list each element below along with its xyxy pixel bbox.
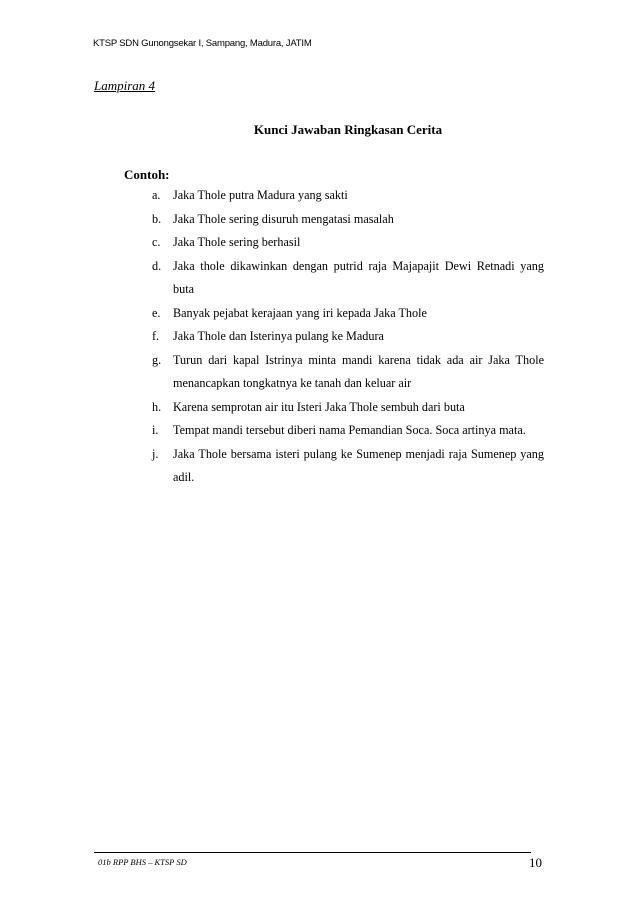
list-item-text: Jaka Thole putra Madura yang sakti — [173, 188, 348, 202]
list-item-text: Jaka Thole bersama isteri pulang ke Sumenep menjadi raja Sumenep yang adil. — [173, 446, 544, 484]
list-item-letter: a. — [152, 188, 161, 202]
page-footer: 01b RPP BHS – KTSP SD — [98, 857, 187, 867]
list-item — [152, 302, 544, 326]
list-item — [152, 349, 544, 396]
list-item-letter: i. — [152, 423, 159, 437]
list-item-text: Jaka thole dikawinkan dengan putrid raja Majapajit Dewi Retnadi yang buta — [173, 258, 544, 296]
list-item-letter: c. — [152, 235, 161, 249]
list-item-letter: b. — [152, 211, 162, 226]
page-number: 10 — [529, 855, 542, 870]
list-item-text: Tempat mandi tersebut diberi nama Pemandian Soca. Soca artinya mata. — [173, 423, 526, 437]
appendix-label: Lampiran 4 — [94, 78, 156, 93]
list-item-text: Jaka Thole sering berhasil — [173, 235, 301, 249]
list-item-text: Jaka Thole sering disuruh mengatasi masalah — [173, 211, 394, 226]
footer-divider — [94, 852, 531, 853]
list-item — [152, 208, 544, 232]
page-title-text: Kunci Jawaban Ringkasan Cerita — [253, 122, 443, 137]
list-item-text: Karena semprotan air itu Isteri Jaka Thole sembuh dari buta — [173, 399, 465, 414]
answer-list — [152, 184, 544, 490]
list-item-letter: j. — [152, 446, 159, 461]
page-title — [0, 122, 638, 138]
list-item-letter: e. — [152, 305, 161, 320]
list-item — [152, 419, 544, 443]
list-item-letter: g. — [152, 352, 162, 367]
list-item — [152, 325, 544, 349]
list-item — [152, 231, 544, 255]
list-item — [152, 255, 544, 302]
example-label: Contoh: — [124, 167, 170, 182]
list-item-text: Turun dari kapal Istrinya minta mandi karena tidak ada air Jaka Thole menancapkan tongkatnya ke tanah dan keluar air — [173, 352, 544, 390]
list-item-letter: f. — [152, 329, 160, 343]
list-item — [152, 443, 544, 490]
list-item — [152, 396, 544, 420]
list-item-text: Banyak pejabat kerajaan yang iri kepada Jaka Thole — [173, 305, 427, 320]
list-item-letter: d. — [152, 258, 162, 273]
list-item-letter: h. — [152, 399, 162, 414]
list-item — [152, 184, 544, 208]
list-item-text: Jaka Thole dan Isterinya pulang ke Madura — [173, 329, 384, 343]
page-header: KTSP SDN Gunongsekar I, Sampang, Madura, JATIM — [93, 38, 312, 49]
